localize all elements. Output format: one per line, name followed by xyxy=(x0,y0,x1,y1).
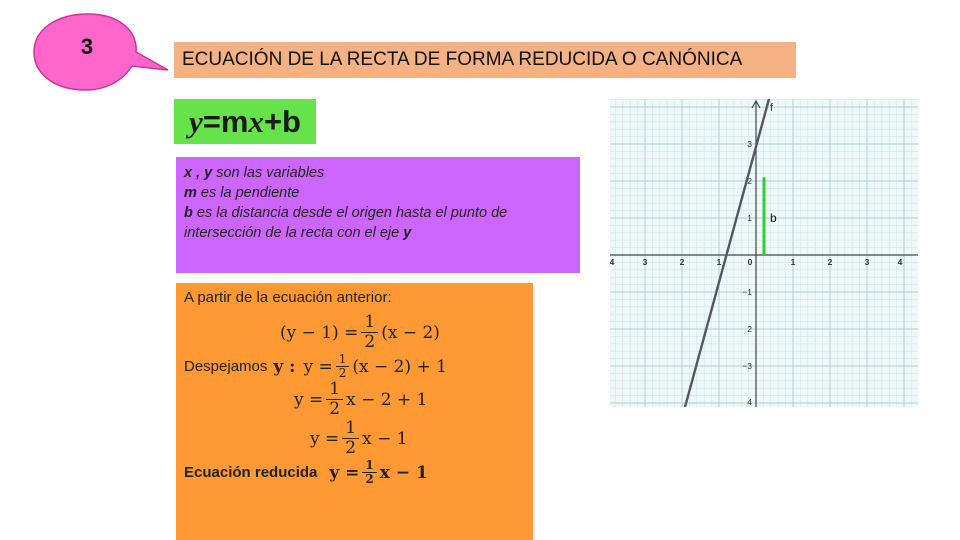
equation-point-slope: (y − 1) = $\frac{1}{2}$ (x − 2) xyxy=(280,312,440,352)
solution-intro: A partir de la ecuación anterior: xyxy=(184,289,392,306)
equation-step-3: y = $\frac{1}{2}$ x − 2 + 1 xyxy=(294,379,428,419)
definition-slope: m es la pendiente xyxy=(184,185,300,201)
y-axis-label: f xyxy=(770,102,774,114)
formula-y: y xyxy=(189,103,203,139)
x-tick-label: 2 xyxy=(679,257,685,267)
formula-x: x xyxy=(248,103,264,139)
line-graph xyxy=(610,99,918,407)
general-formula xyxy=(174,99,316,144)
x-tick-label: 2 xyxy=(827,257,833,267)
y-tick-label: −1 xyxy=(742,287,752,297)
y-tick-label: 1 xyxy=(747,213,752,223)
y-tick-label: 3 xyxy=(747,139,752,149)
solution-box xyxy=(176,283,533,540)
formula-eq-m: =m xyxy=(202,103,249,139)
definition-intercept: b es la distancia desde el origen hasta el punto de intersección de la recta con el eje y xyxy=(184,205,508,241)
slide-title-box xyxy=(174,42,796,78)
slide-number: 3 xyxy=(80,34,94,59)
formula-plus-b: +b xyxy=(263,103,301,139)
x-tick-label: 0 xyxy=(747,257,753,267)
equation-despeje: Despejamos y : y = $\frac{1}{2}$ (x − 2) + 1 xyxy=(184,352,447,380)
equation-final: Ecuación reducida y = $\frac{1}{2}$ x − 1 xyxy=(184,458,428,486)
intercept-label: b xyxy=(770,211,777,225)
x-tick-label: 4 xyxy=(897,257,903,267)
definition-variables: x , y son las variables xyxy=(184,165,325,181)
slide-title: ECUACIÓN DE LA RECTA DE FORMA REDUCIDA O CANÓNICA xyxy=(182,49,743,70)
x-tick-label: 1 xyxy=(716,257,722,267)
x-tick-label: 3 xyxy=(642,257,648,267)
x-tick-label: 4 xyxy=(610,257,615,267)
x-tick-label: 1 xyxy=(790,257,796,267)
definitions-box xyxy=(176,157,580,273)
x-tick-label: 3 xyxy=(864,257,870,267)
y-tick-label: 2 xyxy=(747,176,752,186)
equation-step-4: y = $\frac{1}{2}$ x − 1 xyxy=(310,418,408,458)
y-tick-label: 4 xyxy=(747,397,752,407)
y-tick-label: 2 xyxy=(747,324,752,334)
y-tick-label: −3 xyxy=(742,361,752,371)
